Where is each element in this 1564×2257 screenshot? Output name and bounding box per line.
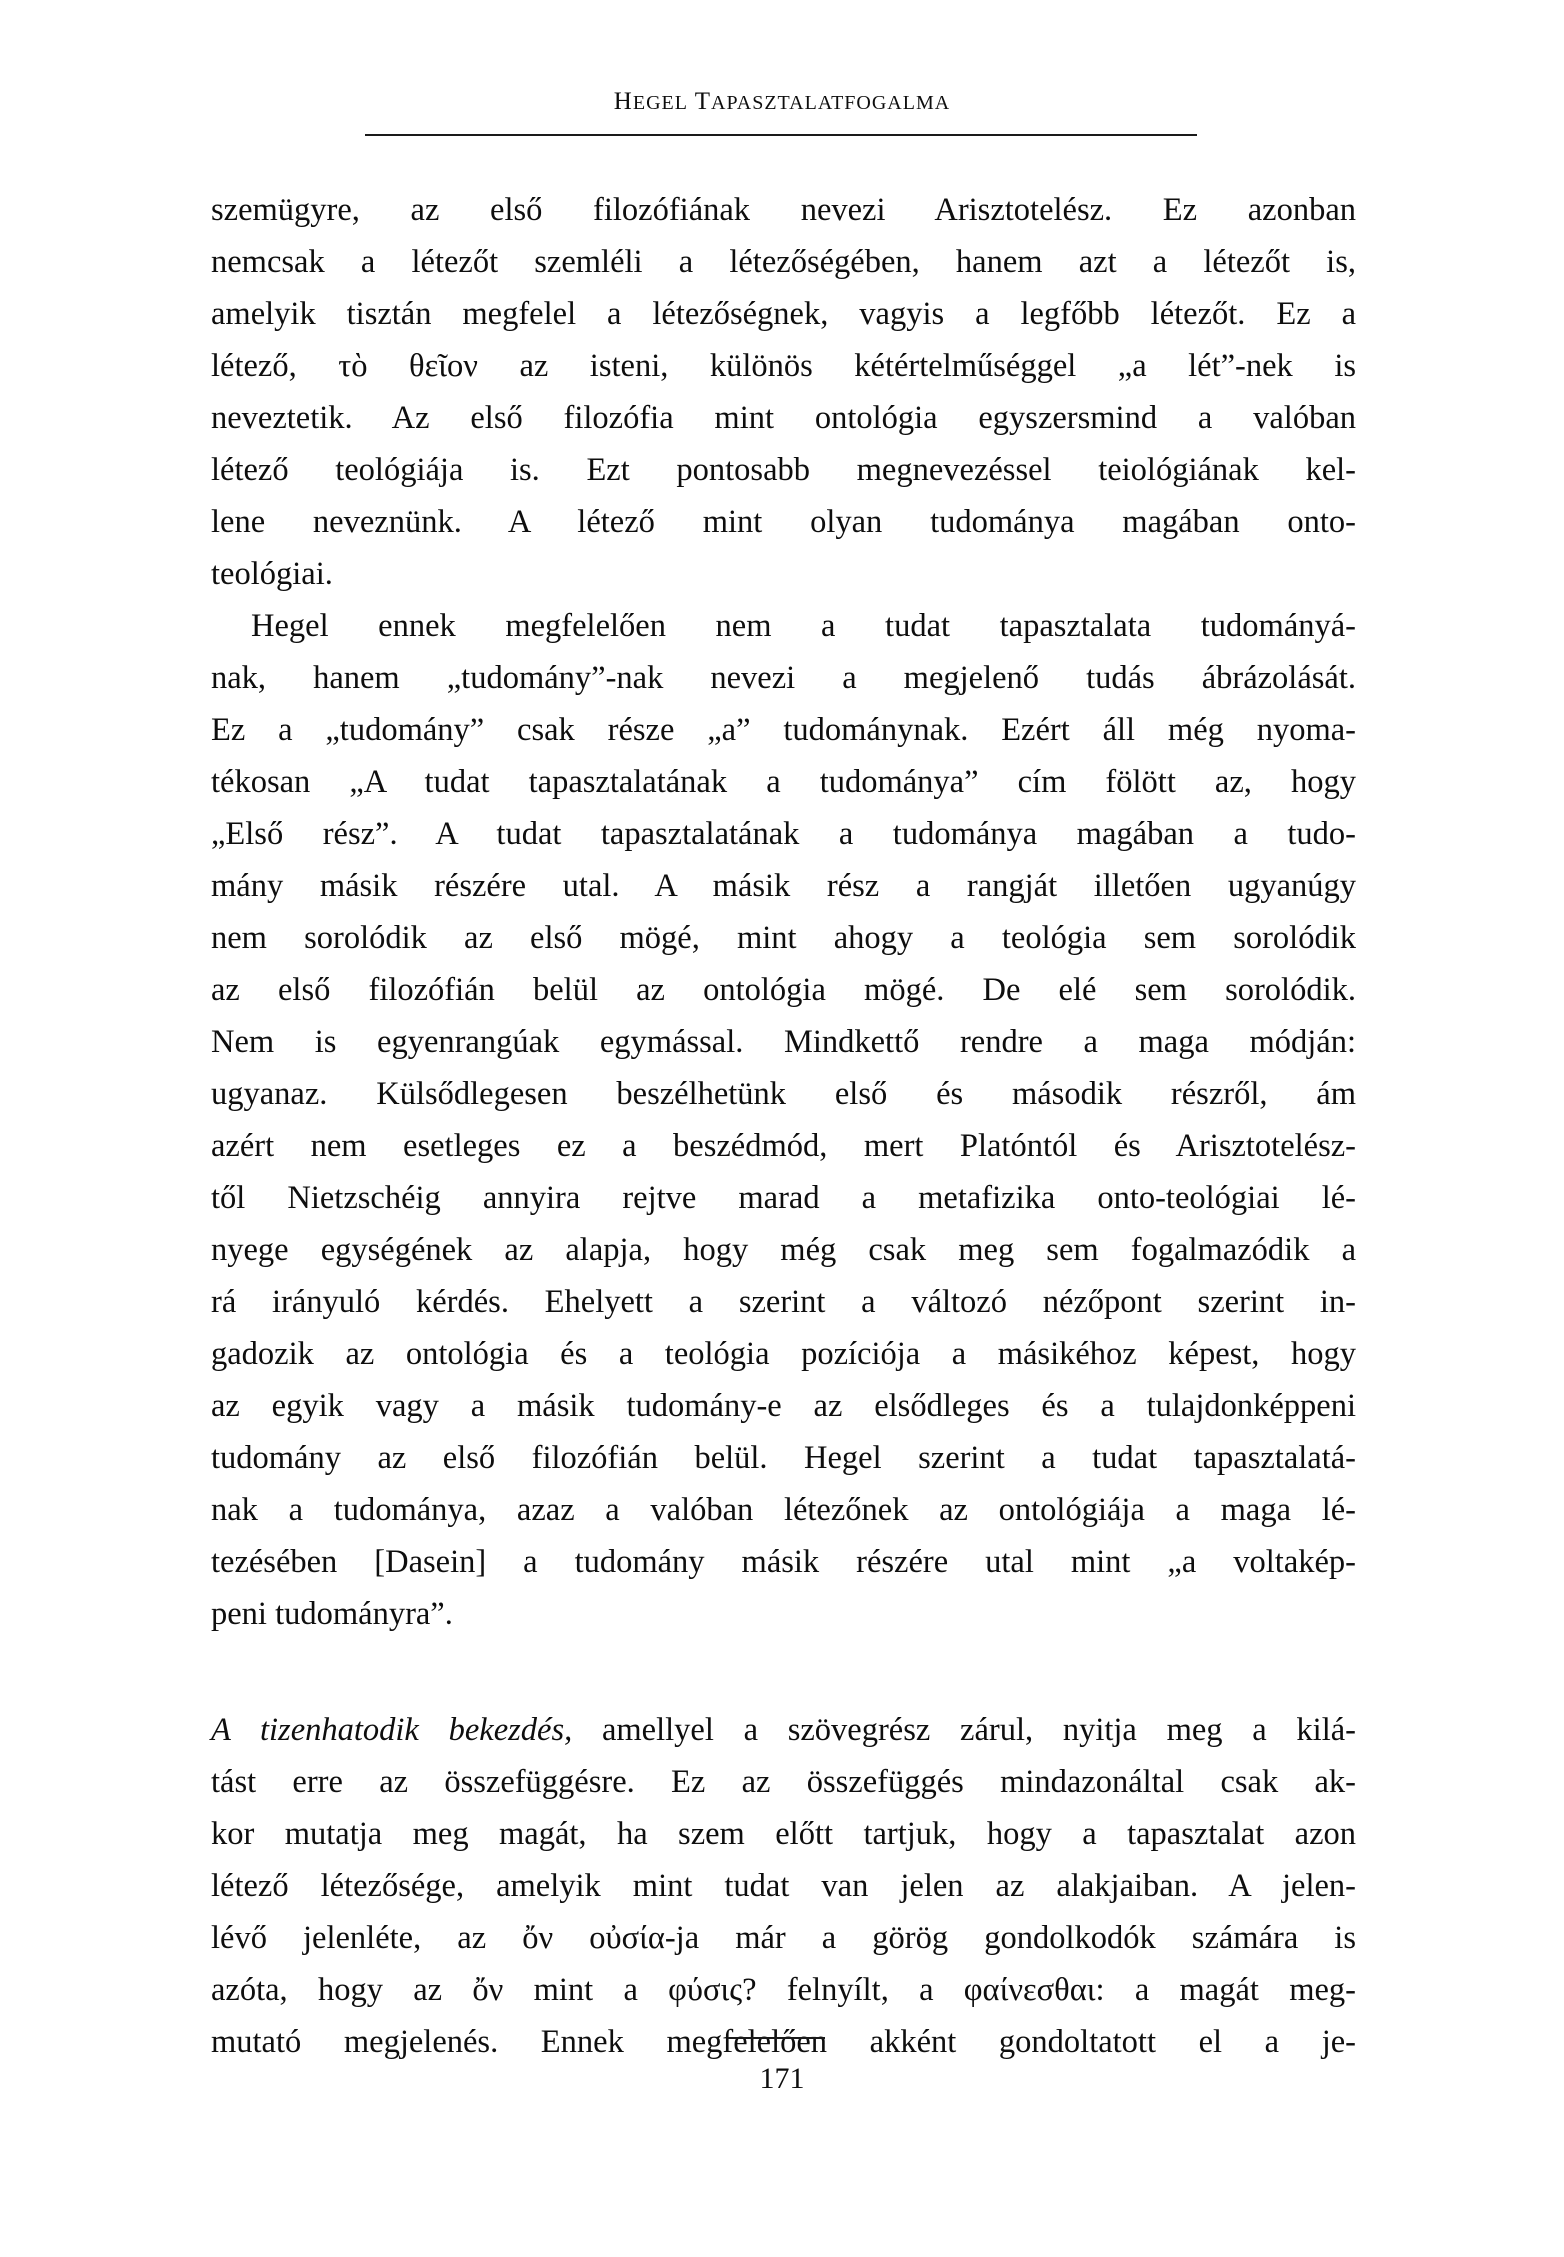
text-line: az első filozófián belül az ontológia mögé. De elé sem sorolódik. [211,972,1356,1008]
text-line: „Első rész”. A tudat tapasztalatának a tudománya magában a tudo- [211,816,1356,852]
text-line: kor mutatja meg magát, ha szem előtt tartjuk, hogy a tapasztalat azon [211,1816,1356,1852]
text-line: től Nietzschéig annyira rejtve marad a metafizika onto-teológiai lé- [211,1180,1356,1216]
text-line: tudomány az első filozófián belül. Hegel szerint a tudat tapasztalatá- [211,1440,1356,1476]
text-line: lévő jelenléte, az ὄν οὐσία-ja már a görög gondolkodók számára is [211,1920,1356,1956]
text-line: amelyik tisztán megfelel a létezőségnek, vagyis a legfőbb létezőt. Ez a [211,296,1356,332]
body-text [211,184,1356,2068]
text-line: tást erre az összefüggésre. Ez az összefüggés mindazonáltal csak ak- [211,1764,1356,1800]
text-line: azóta, hogy az ὄν mint a φύσις? felnyílt, a φαίνεσθαι: a magát meg- [211,1972,1356,2008]
section-gap [211,1640,1356,1704]
text-line: tékosan „A tudat tapasztalatának a tudománya” cím fölött az, hogy [211,764,1356,800]
text-line: peni tudományra”. [211,1596,453,1632]
text-line: létező, τὸ θεῖον az isteni, különös kétértelműséggel „a lét”-nek is [211,348,1356,384]
running-head: HEGEL TAPASZTALATFOGALMA [613,88,951,115]
text-line: nem sorolódik az első mögé, mint ahogy a teológia sem sorolódik [211,920,1356,956]
text-line: nyege egységének az alapja, hogy még csak meg sem fogalmazódik a [211,1232,1356,1268]
text-line: nak, hanem „tudomány”-nak nevezi a megjelenő tudás ábrázolását. [211,660,1356,696]
text-line: Ez a „tudomány” csak része „a” tudománynak. Ezért áll még nyoma- [211,712,1356,748]
paragraph-3 [211,1704,1356,2068]
text-line: létező teológiája is. Ezt pontosabb megnevezéssel teiológiának kel- [211,452,1356,488]
text-line: nemcsak a létezőt szemléli a létezőségében, hanem azt a létezőt is, [211,244,1356,280]
text-line: teológiai. [211,556,333,592]
footer-rule [728,2037,825,2039]
text-line: tezésében [Dasein] a tudomány másik részére utal mint „a voltakép- [211,1544,1356,1580]
text-line: az egyik vagy a másik tudomány-e az elsődleges és a tulajdonképpeni [211,1388,1356,1424]
text-line: Hegel ennek megfelelően nem a tudat tapasztalata tudományá- [251,608,1356,644]
paragraph-1 [211,184,1356,600]
text-line: Nem is egyenrangúak egymással. Mindkettő rendre a maga módján: [211,1024,1356,1060]
text-line: azért nem esetleges ez a beszédmód, mert Platóntól és Arisztotelész- [211,1128,1356,1164]
page-number: 171 [759,2062,805,2095]
italic-heading: A tizenhatodik bekezdés, [211,1712,573,1748]
text-line: lene neveznünk. A létező mint olyan tudománya magában onto- [211,504,1356,540]
text-line: szemügyre, az első filozófiának nevezi Arisztotelész. Ez azonban [211,192,1356,228]
text-line: rá irányuló kérdés. Ehelyett a szerint a változó nézőpont szerint in- [211,1284,1356,1320]
text-line: nak a tudománya, azaz a valóban létezőnek az ontológiája a maga lé- [211,1492,1356,1528]
text-line: gadozik az ontológia és a teológia pozíciója a másikéhoz képest, hogy [211,1336,1356,1372]
header-rule [365,134,1197,136]
text-line: neveztetik. Az első filozófia mint ontológia egyszersmind a valóban [211,400,1356,436]
paragraph-2 [211,600,1356,1640]
text-line: ugyanaz. Külsődlegesen beszélhetünk első és második részről, ám [211,1076,1356,1112]
text-line: mány másik részére utal. A másik rész a rangját illetően ugyanúgy [211,868,1356,904]
text-line: létező létezősége, amelyik mint tudat van jelen az alakjaiban. A jelen- [211,1868,1356,1904]
text-line: mutató megjelenés. Ennek megfelelően akként gondoltatott el a je- [211,2024,1356,2060]
text-line: A tizenhatodik bekezdés, amellyel a szövegrész zárul, nyitja meg a kilá- [211,1712,1356,1748]
